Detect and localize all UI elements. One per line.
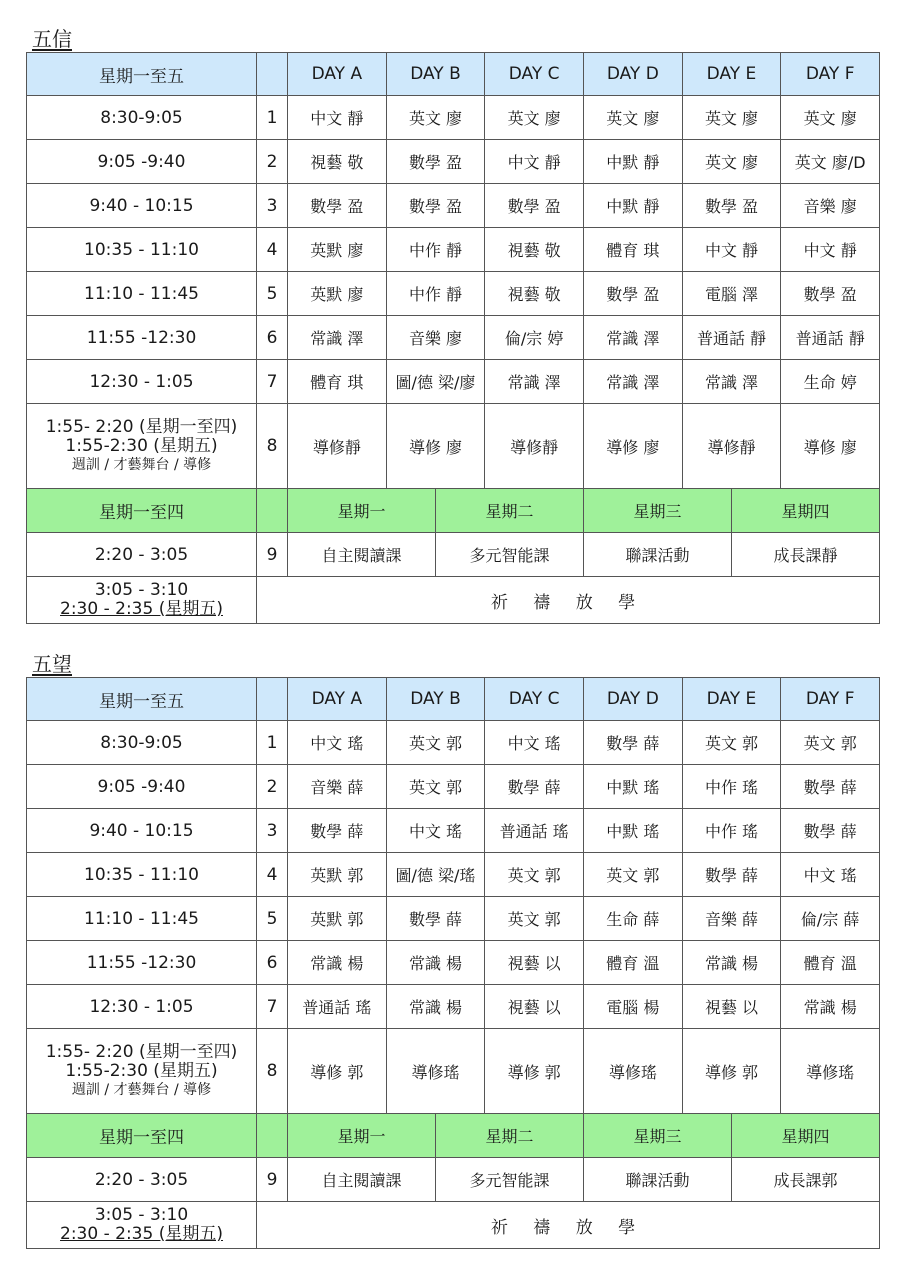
header-row: [27, 53, 880, 96]
lesson-cell: 導修 郭: [485, 1029, 584, 1114]
lesson-cell: 中作 瑤: [682, 765, 781, 809]
period-number: 4: [257, 228, 288, 272]
lesson-cell: 體育 溫: [781, 941, 880, 985]
lesson-cell: 數學 薛: [583, 721, 682, 765]
lesson-cell: 普通話 靜: [682, 316, 781, 360]
lesson-cell: 英文 廖: [583, 96, 682, 140]
period-time: 9:40 - 10:15: [27, 184, 257, 228]
header-num-blank: [257, 678, 288, 721]
afternoon-row: [27, 533, 880, 577]
lesson-cell: 數學 盈: [288, 184, 387, 228]
lesson-cell: 生命 婷: [781, 360, 880, 404]
lesson-cell: 英文 郭: [485, 897, 584, 941]
weekday-header: 星期二: [435, 1114, 583, 1158]
activity-cell: 自主閱讀課: [288, 533, 436, 577]
header-num-blank: [257, 53, 288, 96]
lesson-cell: 數學 薛: [288, 809, 387, 853]
lesson-cell: 電腦 澤: [682, 272, 781, 316]
class-title: 五望: [32, 652, 72, 676]
lesson-cell: 常識 楊: [288, 941, 387, 985]
activity-cell: 自主閱讀課: [288, 1158, 436, 1202]
period-time: 11:10 - 11:45: [27, 272, 257, 316]
lesson-cell: 數學 薛: [485, 765, 584, 809]
period-number: 6: [257, 941, 288, 985]
lesson-row: [27, 228, 880, 272]
lesson-cell: 常識 澤: [288, 316, 387, 360]
weekday-header: 星期一: [288, 1114, 436, 1158]
lesson-row: [27, 140, 880, 184]
class-title: 五信: [32, 27, 72, 51]
lesson-cell: 數學 薛: [781, 765, 880, 809]
period-number: 3: [257, 809, 288, 853]
lesson-row: [27, 272, 880, 316]
lesson-cell: 英默 郭: [288, 897, 387, 941]
lesson-cell: 英文 郭: [583, 853, 682, 897]
lesson-row: [27, 765, 880, 809]
lesson-row: [27, 184, 880, 228]
lesson-cell: 數學 盈: [485, 184, 584, 228]
weekday-row: [27, 1114, 880, 1158]
lesson-cell: 常識 楊: [386, 985, 485, 1029]
lesson-cell: 倫/宗 婷: [485, 316, 584, 360]
period-time: 12:30 - 1:05: [27, 985, 257, 1029]
period-time: 8:30-9:05: [27, 96, 257, 140]
lesson-cell: 英文 廖: [781, 96, 880, 140]
lesson-cell: 中文 瑤: [386, 809, 485, 853]
activity-cell: 聯課活動: [583, 533, 731, 577]
period-number: 6: [257, 316, 288, 360]
lesson-cell: 視藝 敬: [485, 272, 584, 316]
lesson-cell: 常識 澤: [682, 360, 781, 404]
lesson-cell: 中默 瑤: [583, 809, 682, 853]
period-time: 11:55 -12:30: [27, 316, 257, 360]
lesson-cell: 英文 廖/D: [781, 140, 880, 184]
lesson-cell: 中默 靜: [583, 140, 682, 184]
lesson-cell: 導修靜: [485, 404, 584, 489]
lesson-cell: 視藝 以: [485, 941, 584, 985]
lesson-cell: 音樂 薛: [288, 765, 387, 809]
lesson-cell: 常識 楊: [781, 985, 880, 1029]
lesson-cell: 導修 郭: [682, 1029, 781, 1114]
lesson-cell: 視藝 敬: [288, 140, 387, 184]
lesson-cell: 數學 薛: [386, 897, 485, 941]
time-line: 1:55-2:30 (星期五): [65, 435, 218, 456]
weekday-header: 星期二: [435, 489, 583, 533]
lesson-cell: 導修 廖: [583, 404, 682, 489]
lesson-cell: 常識 楊: [386, 941, 485, 985]
period-number: 1: [257, 96, 288, 140]
lesson-row: [27, 96, 880, 140]
lesson-cell: 英文 廖: [485, 96, 584, 140]
lesson-cell: 導修 廖: [386, 404, 485, 489]
period-time: 11:55 -12:30: [27, 941, 257, 985]
lesson-cell: 中文 瑤: [288, 721, 387, 765]
lesson-cell: 視藝 以: [485, 985, 584, 1029]
lesson-cell: 中文 瑤: [781, 853, 880, 897]
period-time: [27, 577, 257, 624]
period-number: 4: [257, 853, 288, 897]
lesson-cell: 英默 廖: [288, 272, 387, 316]
lesson-cell: 中作 瑤: [682, 809, 781, 853]
period-number: 8: [257, 404, 288, 489]
lesson-cell: 普通話 瑤: [288, 985, 387, 1029]
period-number: 5: [257, 897, 288, 941]
time-note: 週訓 / 才藝舞台 / 導修: [71, 456, 212, 473]
lesson-cell: 音樂 薛: [682, 897, 781, 941]
lesson-cell: 普通話 靜: [781, 316, 880, 360]
period-time: [27, 1202, 257, 1249]
time-line: 2:30 - 2:35 (星期五): [60, 599, 223, 619]
lesson-cell: 常識 楊: [682, 941, 781, 985]
lesson-cell: 視藝 以: [682, 985, 781, 1029]
lesson-cell: 數學 薛: [781, 809, 880, 853]
lesson-cell: 數學 薛: [682, 853, 781, 897]
lesson-cell: 數學 盈: [583, 272, 682, 316]
activity-cell: 多元智能課: [435, 533, 583, 577]
timetable: [26, 677, 880, 1249]
lesson-cell: 中作 靜: [386, 272, 485, 316]
lesson-cell: 英文 郭: [682, 721, 781, 765]
lesson-cell: 英文 郭: [781, 721, 880, 765]
lesson-row: [27, 897, 880, 941]
lesson-cell: 導修瑤: [583, 1029, 682, 1114]
lesson-cell: 體育 琪: [288, 360, 387, 404]
header-day: DAY C: [485, 53, 584, 96]
lesson-row: [27, 985, 880, 1029]
lesson-cell: 電腦 楊: [583, 985, 682, 1029]
period-time: 8:30-9:05: [27, 721, 257, 765]
header-day: DAY E: [682, 53, 781, 96]
lesson-cell: 英文 廖: [386, 96, 485, 140]
header-day: DAY D: [583, 678, 682, 721]
period-time: 10:35 - 11:10: [27, 853, 257, 897]
lesson-cell: 音樂 廖: [386, 316, 485, 360]
header-day: DAY B: [386, 678, 485, 721]
weekday-header: 星期一: [288, 489, 436, 533]
timetable: [26, 52, 880, 624]
period-time: 2:20 - 3:05: [27, 1158, 257, 1202]
dismissal-text: 祈 禱 放 學: [257, 577, 880, 624]
lesson-cell: 生命 薛: [583, 897, 682, 941]
header-day: DAY A: [288, 678, 387, 721]
period-time: [27, 404, 257, 489]
weekday-header: 星期四: [731, 489, 879, 533]
lesson-cell: 數學 盈: [781, 272, 880, 316]
lesson-cell: 英文 郭: [485, 853, 584, 897]
period-time: 11:10 - 11:45: [27, 897, 257, 941]
period-time: 9:05 -9:40: [27, 140, 257, 184]
lesson-cell: 中作 靜: [386, 228, 485, 272]
lesson-cell: 中文 靜: [288, 96, 387, 140]
period-time: 2:20 - 3:05: [27, 533, 257, 577]
lesson-cell: 數學 盈: [386, 140, 485, 184]
lesson-cell: 常識 澤: [583, 360, 682, 404]
lesson-cell: 英文 廖: [682, 96, 781, 140]
lesson-cell: 中默 瑤: [583, 765, 682, 809]
time-line: 2:30 - 2:35 (星期五): [60, 1224, 223, 1244]
lesson-row: [27, 721, 880, 765]
lesson-cell: 數學 盈: [682, 184, 781, 228]
header-day: DAY D: [583, 53, 682, 96]
lesson-cell: 數學 盈: [386, 184, 485, 228]
lesson-cell: 英文 廖: [682, 140, 781, 184]
lesson-cell: 體育 琪: [583, 228, 682, 272]
lesson-cell: 中文 瑤: [485, 721, 584, 765]
period-number: 7: [257, 360, 288, 404]
period-number: 2: [257, 765, 288, 809]
lesson-cell: 英文 郭: [386, 721, 485, 765]
dismissal-row: [27, 577, 880, 624]
weekday-label: 星期一至四: [27, 1114, 257, 1158]
dismissal-text: 祈 禱 放 學: [257, 1202, 880, 1249]
period-time: 9:40 - 10:15: [27, 809, 257, 853]
header-day: DAY F: [781, 678, 880, 721]
period-time: [27, 1029, 257, 1114]
lesson-cell: 導修靜: [682, 404, 781, 489]
weekday-num-blank: [257, 1114, 288, 1158]
lesson-cell: 導修 郭: [288, 1029, 387, 1114]
period-time: 10:35 - 11:10: [27, 228, 257, 272]
header-day: DAY E: [682, 678, 781, 721]
header-row: [27, 678, 880, 721]
time-line: 1:55-2:30 (星期五): [65, 1060, 218, 1081]
time-line: 3:05 - 3:10: [94, 580, 189, 600]
header-days-label: 星期一至五: [27, 678, 257, 721]
time-note: 週訓 / 才藝舞台 / 導修: [71, 1081, 212, 1098]
lesson-row: [27, 853, 880, 897]
time-line: 1:55- 2:20 (星期一至四): [45, 1041, 238, 1062]
afternoon-row: [27, 1158, 880, 1202]
period-number: 8: [257, 1029, 288, 1114]
header-day: DAY C: [485, 678, 584, 721]
lesson-cell: 音樂 廖: [781, 184, 880, 228]
time-line: 1:55- 2:20 (星期一至四): [45, 416, 238, 437]
header-day: DAY B: [386, 53, 485, 96]
activity-cell: 成長課郭: [731, 1158, 879, 1202]
lesson-row: [27, 316, 880, 360]
period-number: 2: [257, 140, 288, 184]
lesson-cell: 體育 溫: [583, 941, 682, 985]
lesson-cell: 中文 靜: [781, 228, 880, 272]
activity-cell: 多元智能課: [435, 1158, 583, 1202]
lesson-cell: 圖/德 梁/廖: [386, 360, 485, 404]
weekday-label: 星期一至四: [27, 489, 257, 533]
period-number: 7: [257, 985, 288, 1029]
lesson-cell: 中文 靜: [485, 140, 584, 184]
weekday-header: 星期四: [731, 1114, 879, 1158]
lesson-cell: 中文 靜: [682, 228, 781, 272]
tutorial-row: [27, 1029, 880, 1114]
activity-cell: 成長課靜: [731, 533, 879, 577]
period-number: 9: [257, 1158, 288, 1202]
lesson-cell: 圖/德 梁/瑤: [386, 853, 485, 897]
weekday-header: 星期三: [583, 489, 731, 533]
period-number: 9: [257, 533, 288, 577]
period-number: 3: [257, 184, 288, 228]
period-number: 1: [257, 721, 288, 765]
lesson-cell: 倫/宗 薛: [781, 897, 880, 941]
lesson-cell: 普通話 瑤: [485, 809, 584, 853]
lesson-cell: 視藝 敬: [485, 228, 584, 272]
lesson-cell: 導修靜: [288, 404, 387, 489]
lesson-row: [27, 809, 880, 853]
period-number: 5: [257, 272, 288, 316]
lesson-cell: 導修瑤: [781, 1029, 880, 1114]
lesson-cell: 英默 郭: [288, 853, 387, 897]
lesson-cell: 導修 廖: [781, 404, 880, 489]
lesson-cell: 中默 靜: [583, 184, 682, 228]
lesson-row: [27, 360, 880, 404]
period-time: 12:30 - 1:05: [27, 360, 257, 404]
lesson-cell: 常識 澤: [485, 360, 584, 404]
time-line: 3:05 - 3:10: [94, 1205, 189, 1225]
lesson-cell: 常識 澤: [583, 316, 682, 360]
dismissal-row: [27, 1202, 880, 1249]
header-day: DAY A: [288, 53, 387, 96]
weekday-header: 星期三: [583, 1114, 731, 1158]
header-days-label: 星期一至五: [27, 53, 257, 96]
lesson-row: [27, 941, 880, 985]
activity-cell: 聯課活動: [583, 1158, 731, 1202]
lesson-cell: 英默 廖: [288, 228, 387, 272]
lesson-cell: 英文 郭: [386, 765, 485, 809]
tutorial-row: [27, 404, 880, 489]
period-time: 9:05 -9:40: [27, 765, 257, 809]
weekday-num-blank: [257, 489, 288, 533]
header-day: DAY F: [781, 53, 880, 96]
lesson-cell: 導修瑤: [386, 1029, 485, 1114]
weekday-row: [27, 489, 880, 533]
